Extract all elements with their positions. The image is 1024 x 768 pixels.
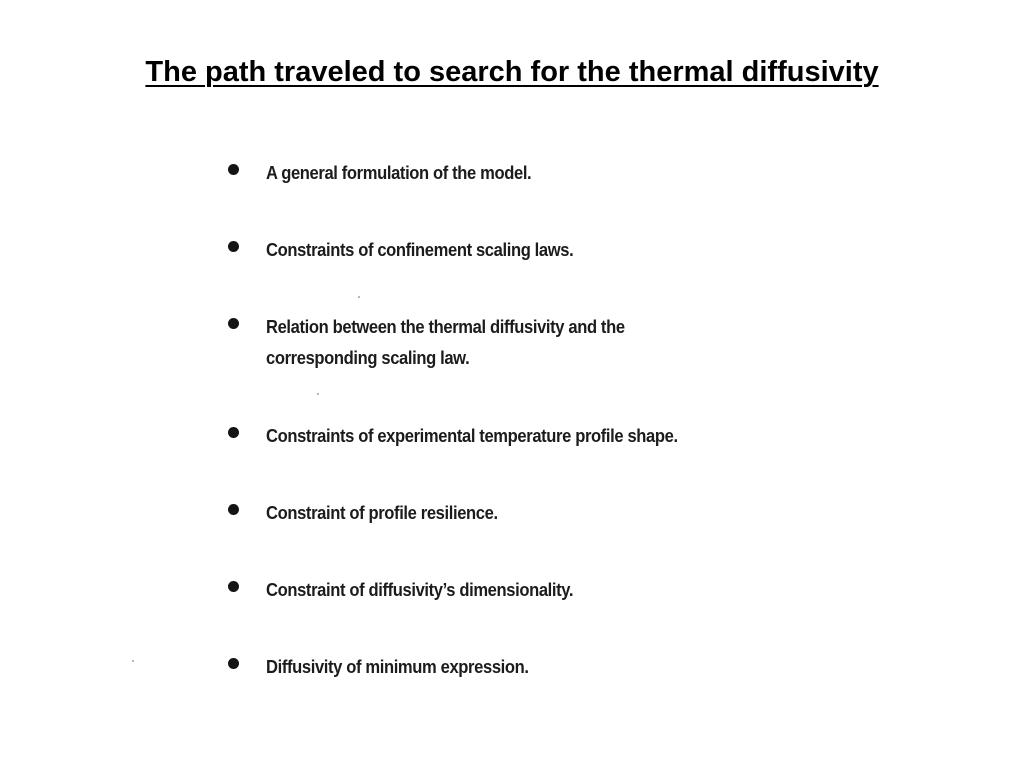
bullet-dot-icon [228, 581, 239, 592]
bullet-dot-icon [228, 504, 239, 515]
bullet-dot-icon [228, 427, 239, 438]
bullet-text: Constraints of confinement scaling laws. [266, 240, 574, 260]
bullet-dot-icon [228, 658, 239, 669]
bullet-dot-icon [228, 241, 239, 252]
bullet-text: Diffusivity of minimum expression. [266, 657, 529, 677]
bullet-text: Constraint of diffusivity’s dimensionality. [266, 580, 574, 600]
bullet-text: Constraint of profile resilience. [266, 503, 498, 523]
bullet-dot-icon [228, 318, 239, 329]
bullet-text: A general formulation of the model. [266, 163, 532, 183]
bullet-list [226, 0, 786, 768]
bullet-text: Relation between the thermal diffusivity and the corresponding scaling law. [266, 317, 625, 368]
scan-speck [317, 393, 319, 395]
scan-speck [358, 296, 360, 298]
scan-speck [132, 660, 134, 662]
bullet-dot-icon [228, 164, 239, 175]
bullet-text: Constraints of experimental temperature profile shape. [266, 426, 678, 446]
slide-title: The path traveled to search for the thermal diffusivity [145, 56, 879, 88]
